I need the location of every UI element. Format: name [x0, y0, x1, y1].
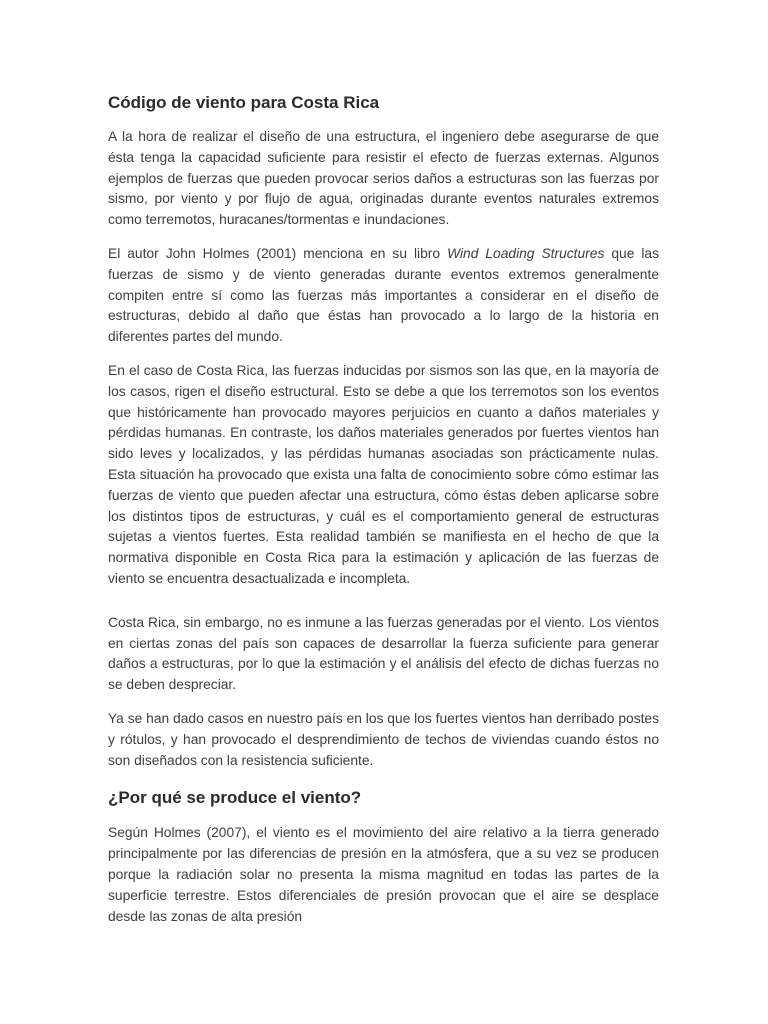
book-title: Wind Loading Structures — [447, 245, 605, 261]
paragraph-holmes-book — [108, 244, 659, 348]
document-page — [108, 92, 659, 940]
section-heading-why-wind: ¿Por qué se produce el viento? — [108, 788, 362, 808]
paragraph-holmes-2007: Según Holmes (2007), el viento es el movimiento del aire relativo a la tierra generado principalmente por las diferencias de presión en la atmósfera, que a su vez se producen porque la radiación solar no presenta la misma magnitud en todas las partes de la superficie terrestre. Estos diferenciales de presión provocan que el aire se desplace desde las zonas de alta presión — [108, 825, 659, 924]
paragraph-structural-design: A la hora de realizar el diseño de una estructura, el ingeniero debe asegurarse de que ésta tenga la capacidad suficiente para resistir el efecto de fuerzas externas. Algunos ejemplos de fuerzas que pueden provocar serios daños a estructuras son las fuerzas por sismo, por viento y por flujo de agua, originadas durante eventos naturales extremos como terremotos, huracanes/tormentas e inundaciones. — [108, 129, 659, 228]
paragraph-text: que las fuerzas de sismo y de viento generadas durante eventos extremos generalmente compiten entre sí como las fuerzas más importantes a considerar en el diseño de estructuras, debido al daño que éstas han provocado a lo largo de la historia en diferentes partes del mundo. — [108, 245, 660, 345]
paragraph-past-cases: Ya se han dado casos en nuestro país en los que los fuertes vientos han derribado postes y rótulos, y han provocado el desprendimiento de techos de viviendas cuando éstos no son diseñados con la resistencia suficiente. — [108, 710, 659, 768]
section-heading-wind-code: Código de viento para Costa Rica — [108, 93, 380, 112]
paragraph-not-immune: Costa Rica, sin embargo, no es inmune a las fuerzas generadas por el viento. Los vientos en ciertas zonas del país son capaces de desarrollar la fuerza suficiente para generar daños a estructuras, por lo que la estimación y el análisis del efecto de dichas fuerzas no se deben despreciar. — [108, 614, 659, 693]
paragraph-text: El autor John Holmes (2001) menciona en su libro — [108, 245, 448, 261]
paragraph-costa-rica-forces: En el caso de Costa Rica, las fuerzas inducidas por sismos son las que, en la mayoría de los casos, rigen el diseño estructural. Esto se debe a que los terremotos son los eventos que históricamente han provocado mayores perjuicios en cuanto a daños materiales y pérdidas humanas. En contraste, los daños materiales generados por fuertes vientos han sido leves y localizados, y las pérdidas humanas asociadas son prácticamente nulas. Esta situación ha provocado que exista una falta de conocimiento sobre cómo estimar las fuerzas de viento que pueden afectar una estructura, cómo éstas deben aplicarse sobre los distintos tipos de estructuras, y cuál es el comportamiento general de estructuras sujetas a vientos fuertes. Esta realidad también se manifiesta en el hecho de que la normativa disponible en Costa Rica para la estimación y aplicación de las fuerzas de viento se encuentra desactualizada e incompleta. — [108, 362, 659, 586]
